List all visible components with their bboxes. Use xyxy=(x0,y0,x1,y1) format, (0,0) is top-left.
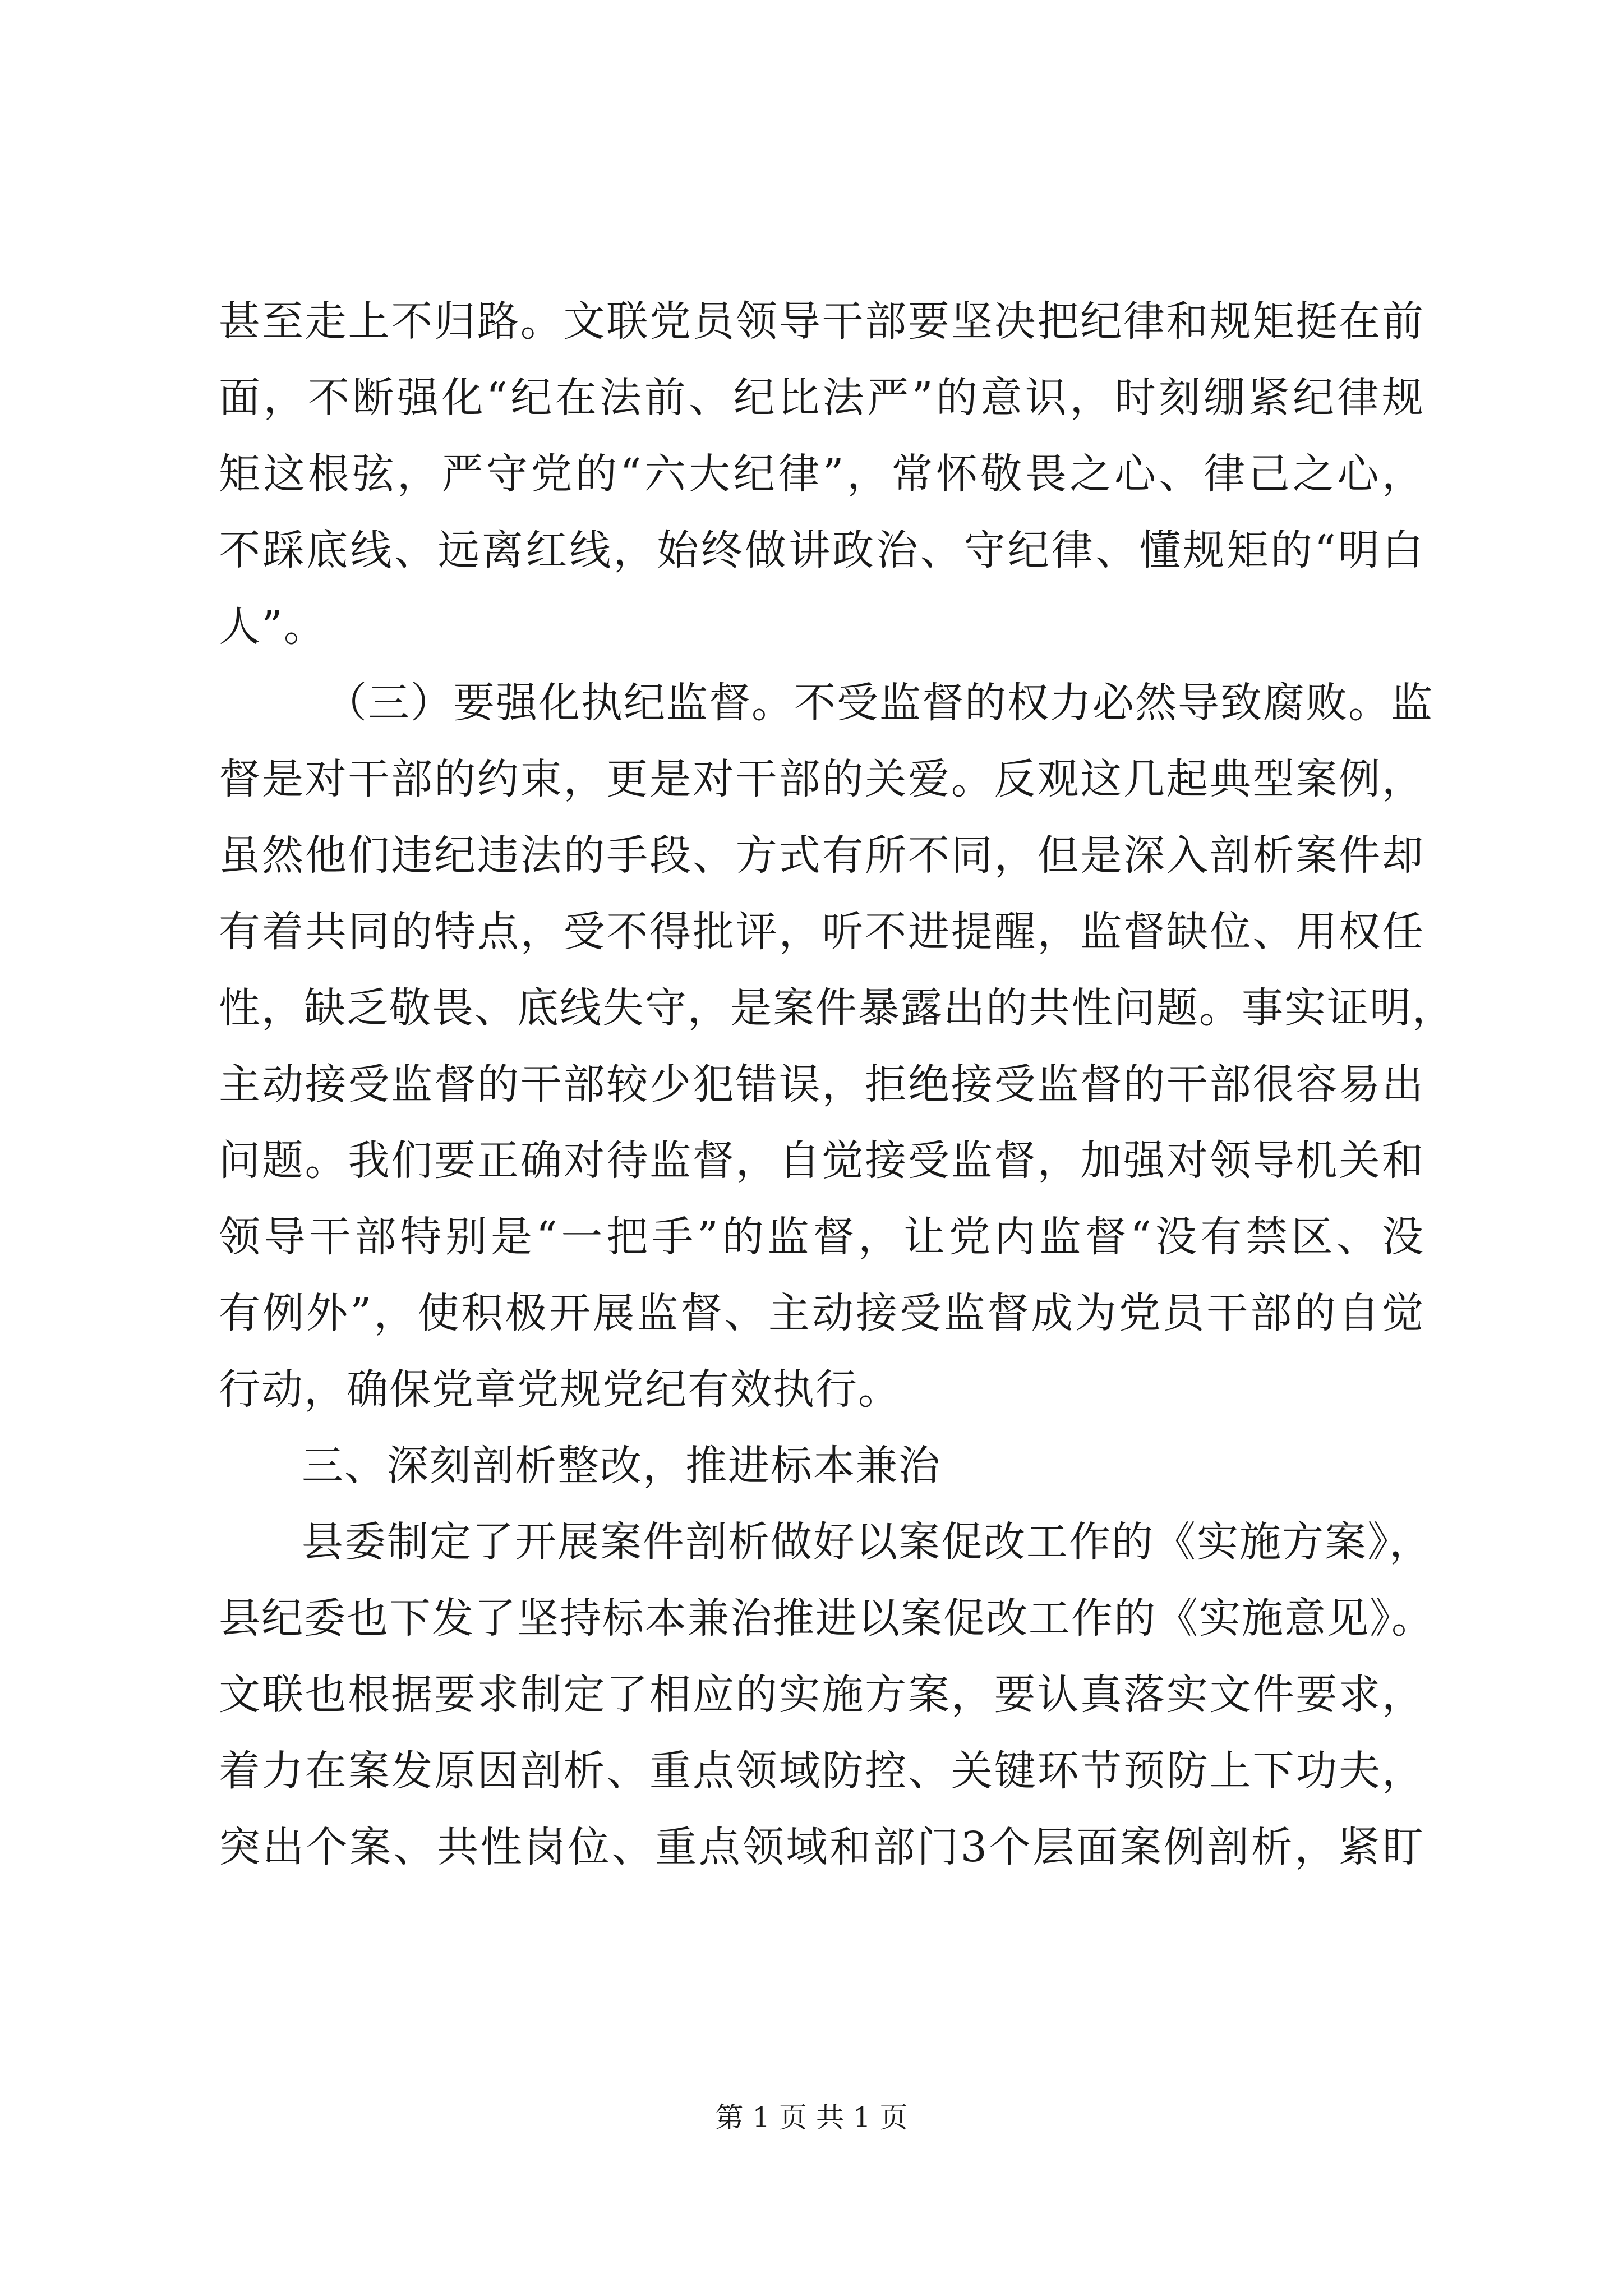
document-body xyxy=(219,283,1455,1885)
body-line: 性，缺乏敬畏、底线失守，是案件暴露出的共性问题。事实证明， xyxy=(219,984,1455,1032)
body-line: 县纪委也下发了坚持标本兼治推进以案促改工作的《实施意见》。 xyxy=(219,1594,1434,1642)
body-line: 有例外”，使积极开展监督、主动接受监督成为党员干部的自觉 xyxy=(219,1289,1424,1337)
body-line: 虽然他们违纪违法的手段、方式有所不同，但是深入剖析案件却 xyxy=(219,831,1424,880)
body-line: 县委制定了开展案件剖析做好以案促改工作的《实施方案》， xyxy=(302,1518,1432,1566)
page-number-footer: 第 1 页 共 1 页 xyxy=(715,2101,908,2134)
body-line: 不踩底线、远离红线，始终做讲政治、守纪律、懂规矩的“明白 xyxy=(219,526,1424,574)
body-line: 矩这根弦，严守党的“六大纪律”，常怀敬畏之心、律己之心， xyxy=(219,450,1424,498)
body-line: 人”。 xyxy=(219,602,326,651)
body-line: 主动接受监督的干部较少犯错误，拒绝接受监督的干部很容易出 xyxy=(219,1060,1424,1108)
body-line: 文联也根据要求制定了相应的实施方案，要认真落实文件要求， xyxy=(219,1671,1424,1719)
body-line: 问题。我们要正确对待监督，自觉接受监督，加强对领导机关和 xyxy=(219,1137,1424,1185)
body-line: 有着共同的特点，受不得批评，听不进提醒，监督缺位、用权任 xyxy=(219,908,1424,956)
body-line: 督是对干部的约束，更是对干部的关爱。反观这几起典型案例， xyxy=(219,755,1424,803)
body-line: 面，不断强化“纪在法前、纪比法严”的意识，时刻绷紧纪律规 xyxy=(219,374,1424,422)
section-heading: 三、深刻剖析整改，推进标本兼治 xyxy=(302,1442,941,1490)
body-line: 领导干部特别是“一把手”的监督，让党内监督“没有禁区、没 xyxy=(219,1213,1424,1261)
body-line: 突出个案、共性岗位、重点领域和部门3个层面案例剖析，紧盯 xyxy=(219,1823,1424,1871)
section-heading-line: （三）要强化执纪监督。不受监督的权力必然导致腐败。监 xyxy=(325,679,1433,727)
body-line: 甚至走上不归路。文联党员领导干部要坚决把纪律和规矩挺在前 xyxy=(219,297,1424,346)
body-line: 行动，确保党章党规党纪有效执行。 xyxy=(219,1365,901,1414)
body-line: 着力在案发原因剖析、重点领域防控、关键环节预防上下功夫， xyxy=(219,1747,1424,1795)
